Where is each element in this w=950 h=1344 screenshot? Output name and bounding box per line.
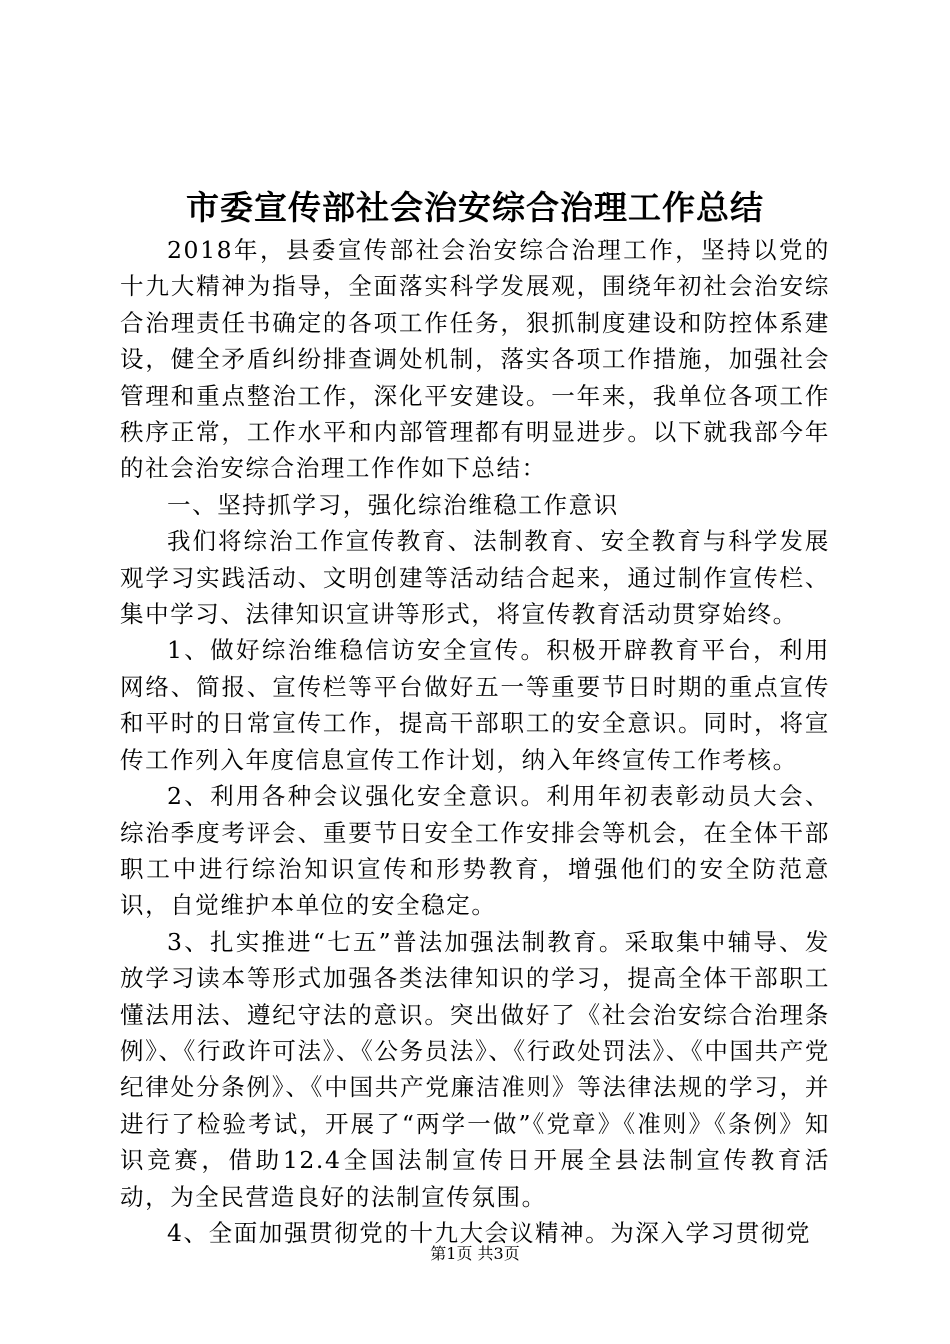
document-body bbox=[120, 232, 830, 1251]
item-4-paragraph: 4、全面加强贯彻党的十九大会议精神。为深入学习贯彻党 bbox=[167, 1218, 812, 1247]
section-1-paragraph: 我们将综治工作宣传教育、法制教育、安全教育与科学发展观学习实践活动、文明创建等活动结合起来，通过制作宣传栏、集中学习、法律知识宣讲等形式，将宣传教育活动贯穿始终。 bbox=[120, 527, 830, 629]
page-number-footer: 第1页 共3页 bbox=[430, 1244, 520, 1263]
item-1-paragraph: 1、做好综治维稳信访安全宣传。积极开辟教育平台，利用网络、简报、宣传栏等平台做好五一等重要节日时期的重点宣传和平时的日常宣传工作，提高干部职工的安全意识。同时，将宣传工作列入年度信息宣传工作计划，纳入年终宣传工作考核。 bbox=[120, 636, 830, 774]
item-3-paragraph: 3、扎实推进“七五”普法加强法制教育。采取集中辅导、发放学习读本等形式加强各类法律知识的学习，提高全体干部职工懂法用法、遵纪守法的意识。突出做好了《社会治安综合治理条例》、《行政许可法》、《公务员法》、《行政处罚法》、《中国共产党纪律处分条例》、《中国共产党廉洁准则》等法律法规的学习，并进行了检验考试，开展了“两学一做”《党章》《准则》《条例》知识竞赛，借助12.4全国法制宣传日开展全县法制宣传教育活动，为全民营造良好的法制宣传氛围。 bbox=[120, 927, 830, 1211]
item-2-paragraph: 2、利用各种会议强化安全意识。利用年初表彰动员大会、综治季度考评会、重要节日安全工作安排会等机会，在全体干部职工中进行综治知识宣传和形势教育，增强他们的安全防范意识，自觉维护本单位的安全稳定。 bbox=[120, 782, 830, 920]
document-title: 市委宣传部社会治安综合治理工作总结 bbox=[186, 188, 764, 227]
intro-paragraph: 2018年，县委宣传部社会治安综合治理工作，坚持以党的十九大精神为指导，全面落实科学发展观，围绕年初社会治安综合治理责任书确定的各项工作任务，狠抓制度建设和防控体系建设，健全矛盾纠纷排查调处机制，落实各项工作措施，加强社会管理和重点整治工作，深化平安建设。一年来，我单位各项工作秩序正常，工作水平和内部管理都有明显进步。以下就我部今年的社会治安综合治理工作作如下总结： bbox=[120, 236, 830, 483]
section-heading-1: 一、坚持抓学习，强化综治维稳工作意识 bbox=[167, 490, 619, 519]
